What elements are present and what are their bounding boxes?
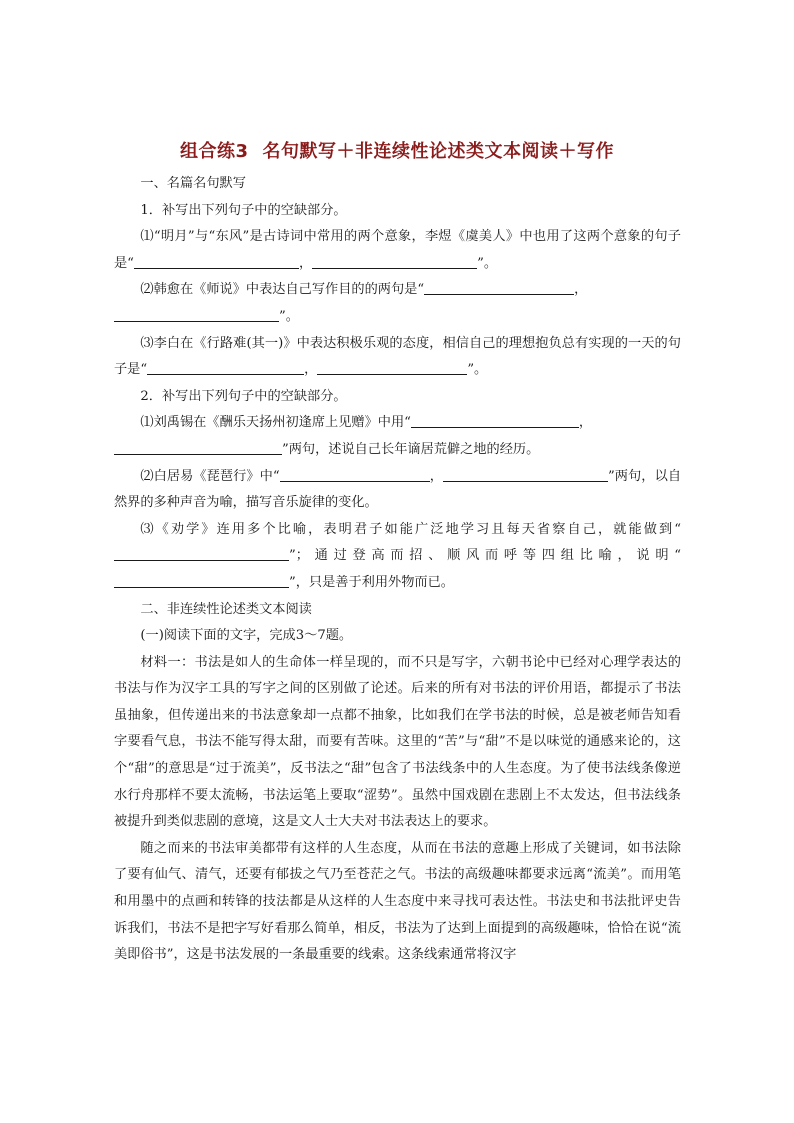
answer-blank[interactable] (114, 440, 282, 455)
page-title (0, 137, 794, 163)
answer-blank[interactable] (134, 254, 299, 269)
title-prefix: 组合练3 (179, 141, 249, 162)
title-main: 名句默写＋非连续性论述类文本阅读＋写作 (262, 141, 615, 162)
answer-blank[interactable] (317, 360, 467, 375)
answer-blank[interactable] (411, 413, 579, 428)
answer-blank[interactable] (280, 467, 430, 482)
material-1-paragraph-1: 材料一：书法是如人的生命体一样呈现的，而不只是写字，六朝书论中已经对心理学表达的书法与作为汉字工具的写字之间的区别做了论述。后来的所有对书法的评价用语，都提示了书法虽抽象，但传递出来的书法意象却一点都不抽象，比如我们在学书法的时候，总是被老师告知看字要看气息，书法不能写得太甜，而要有苦味。这里的“苦”与“甜”不是以味觉的通感来论的，这个“甜”的意思是“过于流美”，反书法之“甜”包含了书法线条中的人生态度。为了使书法线条像逆水行舟那样不要太流畅，书法运笔上要取“涩势”。虽然中国戏剧在悲剧上不太发达，但书法线条被提升到类似悲剧的意境，这是文人士大夫对书法表达上的要求。 (114, 654, 681, 830)
question-2-1: ⑴刘禹锡在《酬乐天扬州初逢席上见赠》中用“ ， ”两句，述说自己长年谪居荒僻之地的经历。 (114, 410, 681, 463)
question-1-heading: 1．补写出下列句子中的空缺部分。 (140, 202, 347, 218)
document-body (114, 171, 681, 969)
answer-blank[interactable] (114, 546, 289, 561)
answer-blank[interactable] (147, 360, 304, 375)
answer-blank[interactable] (114, 307, 279, 322)
section-heading-2: 二、非连续性论述类文本阅读 (140, 601, 312, 617)
answer-blank[interactable] (424, 280, 574, 295)
answer-blank[interactable] (114, 573, 289, 588)
question-2-2: ⑵白居易《琵琶行》中“ ， ”两句，以自然界的多种声音为喻，描写音乐旋律的变化。 (114, 468, 682, 511)
material-1-paragraph-2: 随之而来的书法审美都带有这样的人生态度，从而在书法的意趣上形成了关键词，如书法除了要有仙气、清气，还要有郁拔之气乃至苍茫之气。书法的高级趣味都要求远离“流美”。而用笔和用墨中的点画和转锋的技法都是从这样的人生态度中来寻找可表达性。书法史和书法批评史告诉我们，书法不是把字写好看那么简单，相反，书法为了达到上面提到的高级趣味，恰恰在说“流美即俗书”，这是书法发展的一条最重要的线索。这条线索通常将汉字 (114, 840, 681, 963)
question-1-1: ⑴“明月”与“东风”是古诗词中常用的两个意象，李煜《虞美人》中也用了这两个意象的句子是“ ， ”。 (114, 229, 681, 271)
question-2-3: ⑶《劝学》连用多个比喻，表明君子如能广泛地学习且每天省察自己，就能做到“”；通过登高而招、顺风而呼等四组比喻，说明“”，只是善于利用外物而已。 (114, 517, 681, 597)
section-heading-1: 一、名篇名句默写 (140, 176, 246, 191)
answer-blank[interactable] (443, 467, 608, 482)
reading-instruction: (一)阅读下面的文字，完成3～7题。 (140, 628, 353, 644)
question-1-3: ⑶李白在《行路难(其一)》中表达积极乐观的态度，相信自己的理想抱负总有实现的一天的句子是“ ， ”。 (114, 335, 681, 378)
question-1-2: ⑵韩愈在《师说》中表达自己写作目的的两句是“ ， ”。 (114, 277, 681, 330)
answer-blank[interactable] (312, 254, 477, 269)
question-2-heading: 2．补写出下列句子中的空缺部分。 (140, 388, 347, 404)
